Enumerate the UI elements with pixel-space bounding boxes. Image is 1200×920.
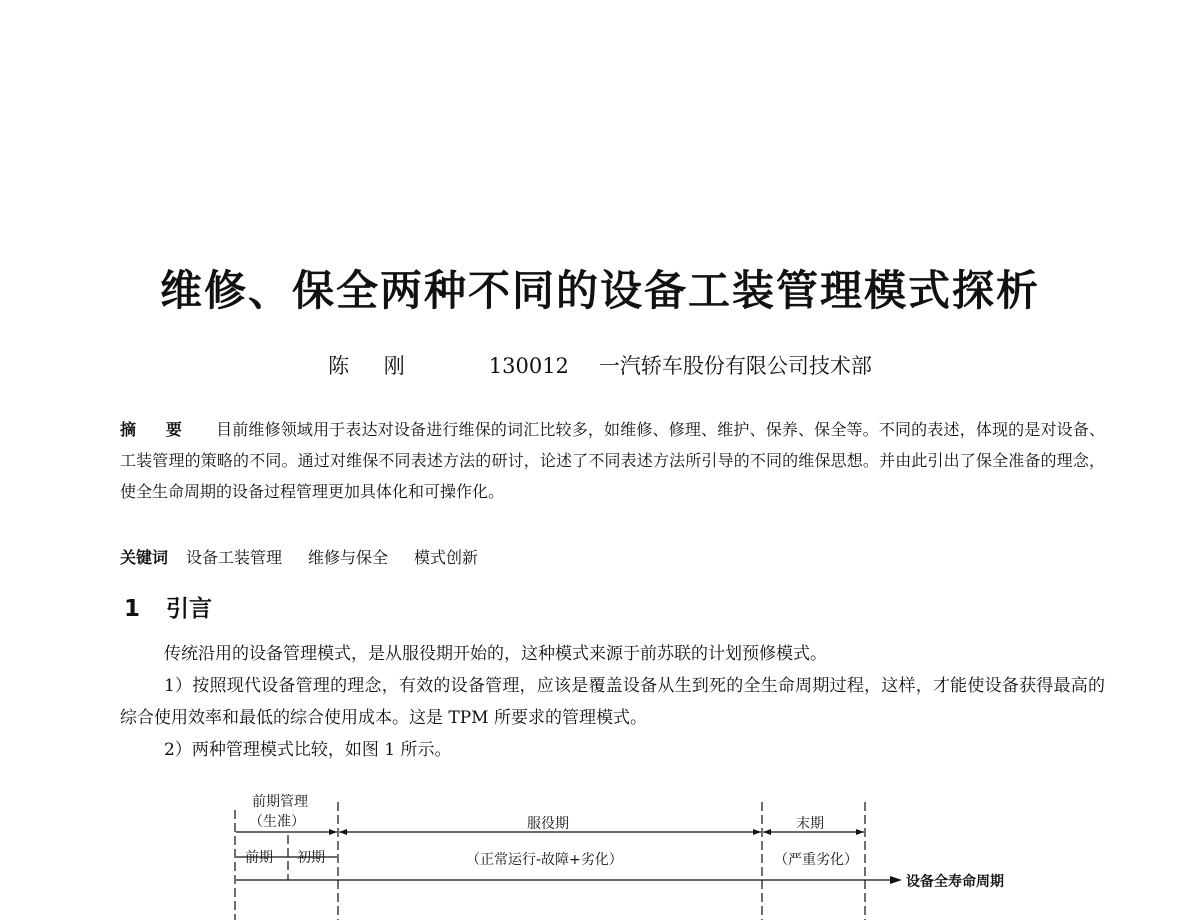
label-pre-management: 前期管理 xyxy=(252,794,308,810)
label-lifecycle: 设备全寿命周期 xyxy=(906,874,1004,890)
section-number: 1 xyxy=(124,596,141,622)
paragraph: 1）按照现代设备管理的理念，有效的设备管理，应该是覆盖设备从生到死的全生命周期过程，这样，才能使设备获得最高的综合使用效率和最低的综合使用成本。这是 TPM 所要求的管理模式。 xyxy=(120,676,1105,728)
affiliation: 一汽轿车股份有限公司技术部 xyxy=(598,354,872,378)
label-service-sub: （正常运行-故障+劣化） xyxy=(466,852,623,868)
label-service-period: 服役期 xyxy=(527,816,569,832)
section-heading xyxy=(124,590,212,623)
abstract xyxy=(120,414,1105,507)
paragraph: 传统沿用的设备管理模式，是从服役期开始的，这种模式来源于前苏联的计划预修模式。 xyxy=(164,644,827,664)
keywords xyxy=(120,545,504,568)
label-end-period: 末期 xyxy=(796,816,824,832)
author-name: 陈 刚 xyxy=(328,354,419,378)
abstract-text: 目前维修领域用于表达对设备进行维保的词汇比较多，如维修、修理、维护、保养、保全等。不同的表述，体现的是对设备、工装管理的策略的不同。通过对维保不同表述方法的研讨，论述了不同表述方法所引导的不同的维保思想。并由此引出了保全准备的理念，使全生命周期的设备过程管理更加具体化和可操作化。 xyxy=(120,420,1105,501)
label-pre-management-sub: （生准） xyxy=(249,814,305,830)
byline xyxy=(0,350,1200,380)
paper-title: 维修、保全两种不同的设备工装管理模式探析 xyxy=(159,266,1040,315)
keywords-label: 关键词 xyxy=(120,548,169,567)
body-text xyxy=(120,638,1105,766)
label-early-period: 前期 xyxy=(245,850,273,866)
section-title: 引言 xyxy=(166,596,213,622)
keyword: 设备工装管理 xyxy=(186,548,283,567)
label-initial-period: 初期 xyxy=(297,850,325,866)
keyword: 模式创新 xyxy=(414,548,479,567)
paragraph: 2）两种管理模式比较，如图 1 所示。 xyxy=(164,740,452,760)
lifecycle-arrowhead xyxy=(890,876,902,884)
postal-code: 130012 xyxy=(488,354,569,378)
label-end-sub: （严重劣化） xyxy=(774,852,858,868)
keyword: 维修与保全 xyxy=(308,548,389,567)
abstract-label: 摘 要 xyxy=(120,420,195,439)
figure-1-lifecycle-diagram xyxy=(0,780,1200,920)
